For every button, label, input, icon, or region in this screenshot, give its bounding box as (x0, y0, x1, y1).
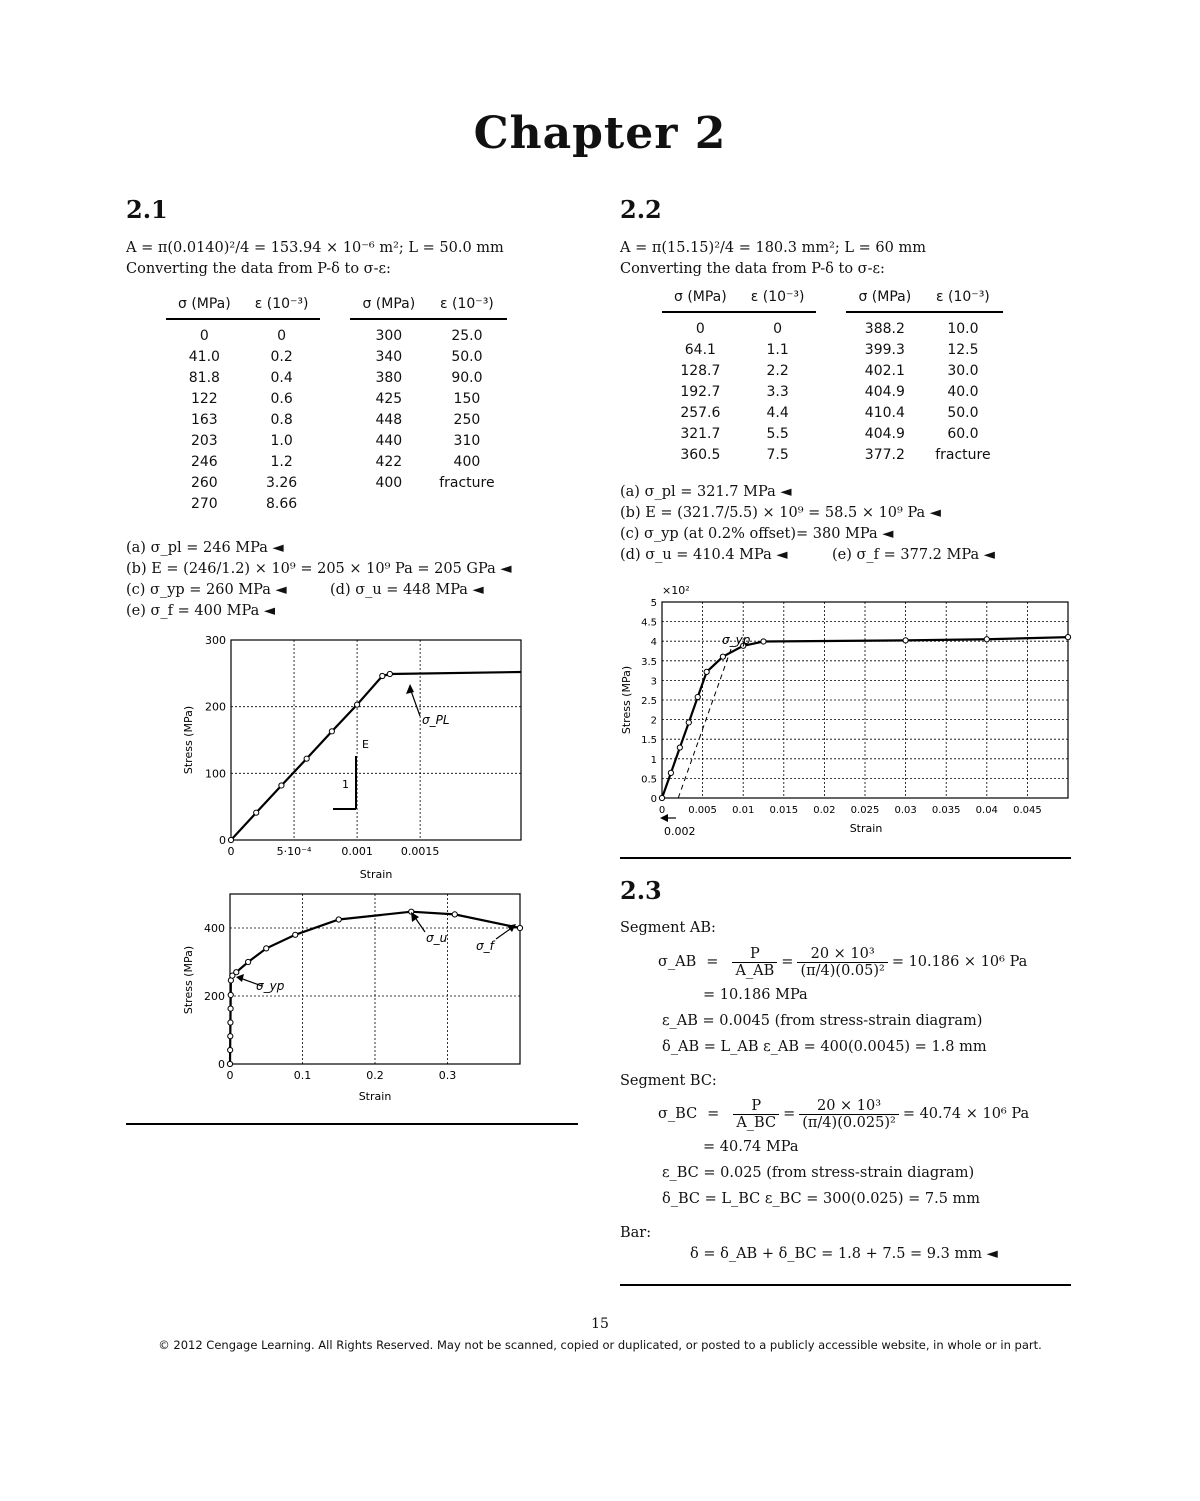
chart3-data-point (984, 637, 989, 642)
p23-sigma-bc-lhs: σ_BC (658, 1106, 698, 1122)
chart2-xtick-label: 0 (226, 1069, 234, 1082)
chart-2 (170, 882, 540, 1108)
p22-cell: 404.9 (864, 384, 905, 400)
p22-col-eps-1: ε (10⁻³) (739, 289, 817, 312)
p21-cell: 0 (277, 328, 287, 344)
chart3-ylabel: Stress (MPa) (620, 665, 633, 735)
p21-cell: 340 (375, 349, 403, 365)
chart3-annot-offset: 0.002 (664, 825, 696, 838)
p22-cell: 50.0 (947, 405, 979, 421)
p21-answer-e: (e) σ_f = 400 MPa ◄ (126, 603, 276, 619)
p21-answer-c: (c) σ_yp = 260 MPa ◄ (126, 582, 287, 598)
p23-sigma-ab-frac1: $\frac{P}{A\_AB}$ (732, 946, 777, 979)
p21-cell: 50.0 (451, 349, 483, 365)
p22-cell: 10.0 (947, 321, 979, 337)
divider-2-1 (126, 1123, 578, 1125)
p23-sigma-ab-line2: = 10.186 MPa (703, 987, 808, 1003)
p22-cell: 402.1 (864, 363, 905, 379)
p21-row (166, 389, 507, 410)
p21-cell: 270 (190, 496, 218, 512)
chart1-data-point (228, 837, 233, 842)
chart1-data-point (329, 729, 334, 734)
p22-cell: 404.9 (864, 426, 905, 442)
problem-2-2-heading: 2.2 (620, 195, 662, 224)
p23-segment-bc: Segment BC: (620, 1073, 717, 1089)
p22-cell: 257.6 (680, 405, 721, 421)
p21-cell: 0.2 (270, 349, 293, 365)
divider-2-2 (620, 857, 1071, 859)
chart2-ytick-label: 400 (204, 922, 225, 935)
p22-cell: 321.7 (680, 426, 721, 442)
chart2-data-point (517, 925, 522, 930)
p22-convert-line: Converting the data from P-δ to σ-ε: (620, 261, 885, 277)
p21-cell: 0 (199, 328, 209, 344)
divider-2-3 (620, 1284, 1071, 1286)
chart3-data-point (659, 795, 664, 800)
chart1-data-point (254, 810, 259, 815)
chart2-arrowhead-yp (236, 974, 244, 982)
chart1-xtick-label: 0.001 (341, 845, 373, 858)
chart1-xtick-label: 0.0015 (400, 845, 440, 858)
p22-col-eps-2: ε (10⁻³) (923, 289, 1002, 312)
chart2-data-point (234, 970, 239, 975)
chart3-data-point (903, 638, 908, 643)
p23-sigma-ab-frac2: $\frac{\text{20 × 10³}}{\text{(π/4)(0.05)²}}$ (797, 946, 887, 979)
chart3-data-point (720, 654, 725, 659)
chapter-title: Chapter 2 (473, 108, 727, 159)
chart1-data-point (380, 673, 385, 678)
chart1-ytick-label: 300 (205, 634, 226, 647)
p21-cell: 41.0 (188, 349, 220, 365)
chart3-annot-syp: σ_yp (722, 633, 751, 647)
chart2-annot-su: σ_u (426, 931, 448, 945)
chart3-xtick-label: 0.005 (688, 805, 717, 816)
problem-2-1-heading: 2.1 (126, 195, 168, 224)
chart2-xtick-label: 0.3 (438, 1069, 457, 1082)
p21-row (166, 319, 507, 347)
p22-cell: 2.2 (766, 363, 789, 379)
p23-sigma-bc-line2: = 40.74 MPa (703, 1139, 799, 1155)
chart3-data-point (1065, 635, 1070, 640)
p21-area-line: A = π(0.0140)²/4 = 153.94 × 10⁻⁶ m²; L = 50.0 mm (126, 240, 504, 256)
chart3-xtick-label: 0.015 (769, 805, 799, 816)
chart3-ytick-label: 4 (650, 637, 657, 649)
chart1-series-line (231, 672, 521, 840)
p23-sigma-bc-frac1: $\frac{P}{A\_BC}$ (733, 1098, 779, 1131)
chart3-data-point (695, 694, 700, 699)
chart1-data-point (354, 702, 359, 707)
chart3-data-point (668, 770, 673, 775)
p22-cell: 5.5 (766, 426, 789, 442)
p22-cell: 377.2 (864, 447, 905, 463)
p23-delta-ab: δ_AB = L_AB ε_AB = 400(0.0045) = 1.8 mm (662, 1039, 987, 1055)
p21-cell: 246 (190, 454, 218, 470)
p21-cell: 300 (375, 328, 403, 344)
p21-cell: 400 (453, 454, 481, 470)
p23-eps-ab: ε_AB = 0.0045 (from stress-strain diagram) (662, 1013, 983, 1029)
chart1-frame (231, 640, 521, 840)
p22-cell: 12.5 (947, 342, 979, 358)
p21-cell: fracture (439, 475, 495, 491)
p22-row (662, 424, 1003, 445)
chart1-arrowhead (406, 684, 414, 694)
problem-2-3-heading: 2.3 (620, 876, 662, 905)
chart3-data-point (677, 745, 682, 750)
chart3-xlabel: Strain (849, 822, 883, 835)
chart2-data-point (228, 1020, 233, 1025)
chart2-xtick-label: 0.2 (366, 1069, 384, 1082)
chart1-data-point (304, 756, 309, 761)
p22-data-table (662, 289, 1003, 466)
chart2-xtick-label: 0.1 (293, 1069, 312, 1082)
p21-cell: 25.0 (451, 328, 483, 344)
chart3-xtick-label: 0.045 (1013, 805, 1042, 816)
chart3-xtick-label: 0.02 (813, 805, 836, 816)
p22-cell: 30.0 (947, 363, 979, 379)
p21-cell: 400 (375, 475, 403, 491)
p22-answer-a: (a) σ_pl = 321.7 MPa ◄ (620, 484, 792, 500)
p21-cell: 81.8 (188, 370, 220, 386)
chart1-annot-spl: σ_PL (422, 713, 450, 727)
p21-answer-b: (b) E = (246/1.2) × 10⁹ = 205 × 10⁹ Pa = 205 GPa ◄ (126, 561, 512, 577)
p22-row (662, 382, 1003, 403)
p22-cell: 4.4 (766, 405, 789, 421)
p22-cell: 360.5 (680, 447, 721, 463)
chart3-xtick-label: 0.04 (975, 805, 998, 816)
p21-row (166, 410, 507, 431)
p21-row (166, 452, 507, 473)
p21-row (166, 494, 507, 515)
p23-sigma-ab-result: = 10.186 × 10⁶ Pa (891, 954, 1028, 970)
chart3-ytick-label: 3.5 (641, 656, 657, 668)
p21-cell: 0.4 (270, 370, 293, 386)
p21-cell: 122 (190, 391, 218, 407)
p22-cell: 128.7 (680, 363, 721, 379)
chart2-data-point (227, 1061, 232, 1066)
chart1-annot-1: 1 (342, 778, 349, 791)
p21-cell: 163 (190, 412, 218, 428)
chart2-data-point (293, 932, 298, 937)
chart2-xlabel: Strain (358, 1090, 392, 1103)
p22-cell: fracture (935, 447, 991, 463)
chart2-annot-syp: σ_yp (256, 979, 285, 993)
chart2-ytick-label: 200 (204, 990, 225, 1003)
chart1-ylabel: Stress (MPa) (182, 705, 195, 775)
p23-eps-bc: ε_BC = 0.025 (from stress-strain diagram) (662, 1165, 975, 1181)
p21-data-table (166, 296, 507, 515)
p21-cell: 8.66 (266, 496, 298, 512)
p21-cell: 1.0 (270, 433, 293, 449)
chart3-ytick-label: 2 (650, 715, 657, 727)
p23-sigma-bc-frac2: $\frac{\text{20 × 10³}}{\text{(π/4)(0.025)²}}$ (799, 1098, 899, 1131)
p22-cell: 410.4 (864, 405, 905, 421)
chart2-ylabel: Stress (MPa) (182, 945, 195, 1015)
chart3-ytick-label: 3 (650, 676, 657, 688)
p21-col-sigma-2: σ (MPa) (350, 296, 427, 319)
p21-cell (350, 494, 427, 515)
p21-row (166, 473, 507, 494)
chart3-ytick-label: 2.5 (641, 696, 657, 707)
chart2-data-point (336, 917, 341, 922)
p21-cell: 425 (375, 391, 403, 407)
chart3-ytick-label: 0 (650, 794, 657, 805)
p21-cell: 90.0 (451, 370, 483, 386)
p22-cell: 388.2 (864, 321, 905, 337)
p21-col-eps-2: ε (10⁻³) (427, 296, 506, 319)
p22-col-sigma-1: σ (MPa) (662, 289, 739, 312)
chart3-xtick-label: 0 (658, 805, 666, 816)
p22-cell: 3.3 (766, 384, 789, 400)
chart1-data-point (279, 783, 284, 788)
chart3-ytick-label: 4.5 (641, 617, 657, 629)
chart2-data-point (246, 959, 251, 964)
p22-answer-e: (e) σ_f = 377.2 MPa ◄ (832, 547, 995, 563)
chart3-ytick-label: 1.5 (641, 735, 657, 747)
p21-cell: 448 (375, 412, 403, 428)
p22-answer-c: (c) σ_yp (at 0.2% offset)= 380 MPa ◄ (620, 526, 894, 542)
chart1-xlabel: Strain (359, 868, 393, 881)
p23-delta-bc: δ_BC = L_BC ε_BC = 300(0.025) = 7.5 mm (662, 1191, 981, 1207)
p22-cell: 399.3 (864, 342, 905, 358)
chart3-series-line (662, 637, 1068, 798)
p23-sigma-ab-lhs: σ_AB (658, 954, 697, 970)
p21-cell: 3.26 (266, 475, 298, 491)
p23-bar-label: Bar: (620, 1225, 652, 1241)
chart3-xtick-label: 0.025 (850, 805, 880, 816)
p21-cell: 150 (453, 391, 481, 407)
p21-cell: 310 (453, 433, 481, 449)
p22-cell: 1.1 (766, 342, 789, 358)
chart3-multiplier: ×10² (662, 584, 690, 597)
p21-cell (427, 494, 506, 515)
p22-cell: 192.7 (680, 384, 721, 400)
p22-answer-d: (d) σ_u = 410.4 MPa ◄ (620, 547, 788, 563)
p22-cell: 64.1 (684, 342, 716, 358)
chart2-data-point (264, 946, 269, 951)
chart2-ytick-label: 0 (218, 1058, 225, 1071)
chart2-data-point (228, 1034, 233, 1039)
chart1-ytick-label: 0 (219, 834, 226, 847)
p22-cell: 0 (773, 321, 783, 337)
p21-cell: 203 (190, 433, 218, 449)
p21-cell: 1.2 (270, 454, 293, 470)
chart1-xtick-label: 5·10⁻⁴ (276, 845, 312, 858)
chart3-data-point (686, 720, 691, 725)
p22-row (662, 403, 1003, 424)
p22-row (662, 340, 1003, 361)
chart2-data-point (452, 912, 457, 917)
p22-cell: 40.0 (947, 384, 979, 400)
copyright-footer: © 2012 Cengage Learning. All Rights Reserved. May not be scanned, copied or duplicated, or posted to a publicly accessible website, in whole or in part. (158, 1338, 1042, 1352)
chart1-ytick-label: 200 (205, 700, 226, 714)
p21-answer-a: (a) σ_pl = 246 MPa ◄ (126, 540, 284, 556)
chart3-xtick-label: 0.01 (732, 805, 755, 816)
page-number: 15 (591, 1316, 609, 1332)
p22-row (662, 312, 1003, 340)
chart2-annot-sf: σ_f (476, 939, 494, 953)
chart3-data-point (704, 669, 709, 674)
chart2-data-point (228, 1006, 233, 1011)
p22-cell: 7.5 (766, 447, 789, 463)
p21-answer-d: (d) σ_u = 448 MPa ◄ (330, 582, 484, 598)
p21-cell: 422 (375, 454, 403, 470)
p23-segment-ab: Segment AB: (620, 920, 716, 936)
p22-area-line: A = π(15.15)²/4 = 180.3 mm²; L = 60 mm (620, 240, 926, 256)
p21-cell: 0.8 (270, 412, 293, 428)
p21-cell: 440 (375, 433, 403, 449)
chart2-data-point (228, 1047, 233, 1052)
chart3-data-point (761, 639, 766, 644)
p22-col-sigma-2: σ (MPa) (846, 289, 923, 312)
p21-col-sigma-1: σ (MPa) (166, 296, 243, 319)
chart-1 (170, 628, 540, 888)
p21-cell: 0.6 (270, 391, 293, 407)
chart-3 (614, 578, 1080, 842)
p21-cell: 260 (190, 475, 218, 491)
p22-row (662, 445, 1003, 466)
chart3-xtick-label: 0.03 (894, 805, 917, 816)
p21-convert-line: Converting the data from P-δ to σ-ε: (126, 261, 391, 277)
p23-sigma-bc-result: = 40.74 × 10⁶ Pa (902, 1106, 1030, 1122)
p21-row (166, 431, 507, 452)
chart1-data-point (387, 671, 392, 676)
p22-answer-b: (b) E = (321.7/5.5) × 10⁹ = 58.5 × 10⁹ Pa ◄ (620, 505, 941, 521)
chart1-xtick-label: 0 (227, 845, 235, 858)
p21-col-eps-1: ε (10⁻³) (243, 296, 321, 319)
chart1-annot-E: E (362, 738, 369, 751)
chart3-ytick-label: 0.5 (641, 774, 657, 786)
p21-cell: 380 (375, 370, 403, 386)
p21-row (166, 368, 507, 389)
p23-sigma-ab-eq: σ_AB = $\frac{P}{A\_AB}$ = $\frac{\text{20 × 10³}}{\text{(π/4)(0.05)²}}$ = 10.186 × 10⁶ Pa (658, 945, 1028, 979)
chart3-ytick-label: 5 (650, 598, 657, 609)
chart2-data-point (228, 992, 233, 997)
p21-cell: 250 (453, 412, 481, 428)
chart1-ytick-label: 100 (205, 767, 226, 781)
p23-total: δ = δ_AB + δ_BC = 1.8 + 7.5 = 9.3 mm ◄ (690, 1246, 998, 1262)
p22-cell: 0 (695, 321, 705, 337)
p22-cell: 60.0 (947, 426, 979, 442)
chart3-ytick-label: 1 (650, 754, 657, 766)
chart3-xtick-label: 0.035 (931, 805, 961, 816)
p22-row (662, 361, 1003, 382)
p21-row (166, 347, 507, 368)
p23-sigma-bc-eq: σ_BC = $\frac{P}{A\_BC}$ = $\frac{\text{20 × 10³}}{\text{(π/4)(0.025)²}}$ = 40.74 × 10⁶ Pa (658, 1097, 1030, 1131)
